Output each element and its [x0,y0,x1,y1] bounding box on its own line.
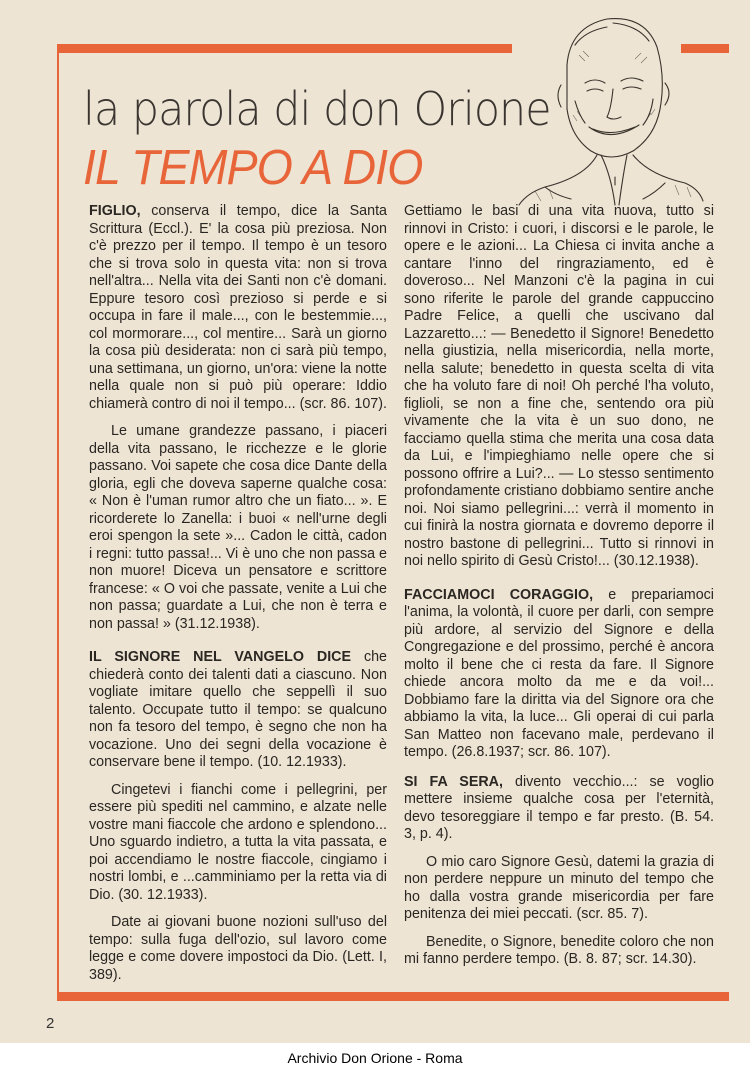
paragraph-lead: FACCIAMOCI CORAGGIO, [404,586,594,603]
paragraph-text: conserva il tempo, dice la Santa Scrittura (Eccl.). E' la cosa più preziosa. Non c'è prezzo per il tempo. Il tempo è un tesoro che si trova solo in questa vita: non si trova nell'altra... Nella vita dei Santi non c'è domani. Eppure tesoro così prezioso si perde e si occupa in fare il male..., con le bestemmie..., col mormorare..., col mentire... Sarà un giorno la cosa più desiderata: non ci sarà più tempo, una settimana, un giorno, un'ora: viene la notte nella quale non si può più operare: Iddio chiamerà contro di noi il tempo... (scr. 86. 107). [89,203,387,412]
archive-footer-bar [0,1043,750,1073]
paragraph-text: divento vecchio...: se voglio mettere insieme qualche cosa per l'eternità, devo tesoreggiare il tempo e far presto. (B. 54. 3, p. 4). [404,773,714,842]
paragraph-lead: FIGLIO, [89,203,141,219]
paragraph-text: O mio caro Signore Gesù, datemi la grazia di non perdere neppure un minuto del tempo che ho dalla vostra grande misericordia per fare penitenza dei miei peccati. (scr. 85. 7). [404,853,714,922]
paragraph [89,203,387,413]
left-vertical-rule [57,53,59,992]
paragraph [404,774,714,844]
paragraph [404,203,714,571]
paragraph-text: Cingetevi i fianchi come i pellegrini, per essere più spediti nel cammino, e alzate nelle vostre mani fiaccole che ardono e splendono... Uno sguardo indietro, a tutta la vita passata, e poi accendiamo le nostre fiaccole, cingiamo i nostri lombi, e ...camminiamo per la retta via di Dio. (30. 12.1933). [89,781,387,903]
article-right-column [404,203,714,969]
paragraph-text: Benedite, o Signore, benedite coloro che non mi fanno perdere tempo. (B. 8. 87; scr. 14.30). [404,933,714,967]
paragraph-lead: SI FA SERA, [404,773,503,790]
bottom-rule [57,992,729,1001]
archive-label: Archivio Don Orione - Roma [287,1050,463,1066]
paragraph [404,934,714,969]
top-rule-left [57,44,512,53]
page-number: 2 [46,1015,55,1032]
paragraph [89,649,387,772]
paragraph-text: che chiederà conto dei talenti dati a ciascuno. Non vogliate imitare quello che seppellì il suo talento. Occupate tutto il tempo: se qualcuno non fa tesoro del tempo, è segno che non ha vocazione. Uno dei segni della vocazione è conservare bene il tempo. (10. 12.1933). [89,649,387,770]
paragraph-lead: IL SIGNORE NEL VANGELO DICE [89,649,352,665]
paragraph-text: Date ai giovani buone nozioni sull'uso del tempo: sulla fuga dell'ozio, sul lavoro come legge e come dovere impostoci da Dio. (Lett. I, 389). [89,914,387,983]
paragraph [89,914,387,984]
article-left-column [89,203,387,984]
header-title: la parola di don Orione [83,82,551,136]
paragraph [89,423,387,633]
paragraph-text: Le umane grandezze passano, i piaceri della vita passano, le ricchezze e le glorie passano. Voi sapete che cosa dice Dante della gloria, egli che doveva saperne qualche cosa: « Non è l'uman rumor altro che un fiato... ». E ricorderete lo Zanella: i buoi « nell'urne degli eroi spengon la sete »... Cadon le città, cadon i regni: tutto passa!... Vi è uno che non passa e non muore! Diceva un pensatore e scrittore francese: « O voi che passate, venite a Lui che non passa; guardate a Lui, che non è terra e non passa! » (31.12.1938). [89,423,387,632]
article-title: IL TEMPO A DIO [83,141,423,195]
paragraph [404,854,714,924]
paragraph-text: e prepariamoci l'anima, la volontà, il cuore per darli, con sempre più ardore, al servizio del Signore e della Congregazione e del prossimo, perché è ancora molto il bene che ci resta da fare. Il Signore chiede ancora molto da me e da voi!... Dobbiamo fare la diritta via del Signore ora che abbiamo la vita, la luce... Gli operai di cui parla San Matteo non facevano male, perdevano il tempo. (26.8.1937; scr. 86. 107). [404,586,714,760]
paragraph [404,587,714,762]
paragraph [89,782,387,905]
paragraph-text: Gettiamo le basi di una vita nuova, tutto si rinnovi in Cristo: i cuori, i discorsi e le parole, le opere e le azioni... La Chiesa ci invita anche a cantare l'inno del ringraziamento, ed è doveroso... Nel Manzoni c'è la pagina in cui sono riferite le parole del grande cappuccino Padre Felice, a quelli che uscivano dal Lazzaretto...: — Benedetto il Signore! Benedetto nella giustizia, nella misericordia, nella morte, nella salute; benedetto in questa scelta di vita che ha voluto fare di noi! Oh perché l'ha voluto, figlioli, se non a fine che, sentendo ora più vivamente che la vita è un suo dono, ne facciamo quella stima che merita una cosa data da Lui, e l'impieghiamo nelle opere che si possono offrire a Lui?... — Lo stesso sentimento profondamente cristiano dobbiamo sentire anche noi. Noi siamo pellegrini...: verrà il momento in cui finirà la nostra giornata e dovremo deporre il nostro bastone di pellegrini... Tutto si rinnovi in noi nello spirito di Gesù Cristo!... (30.12.1938). [404,203,714,569]
